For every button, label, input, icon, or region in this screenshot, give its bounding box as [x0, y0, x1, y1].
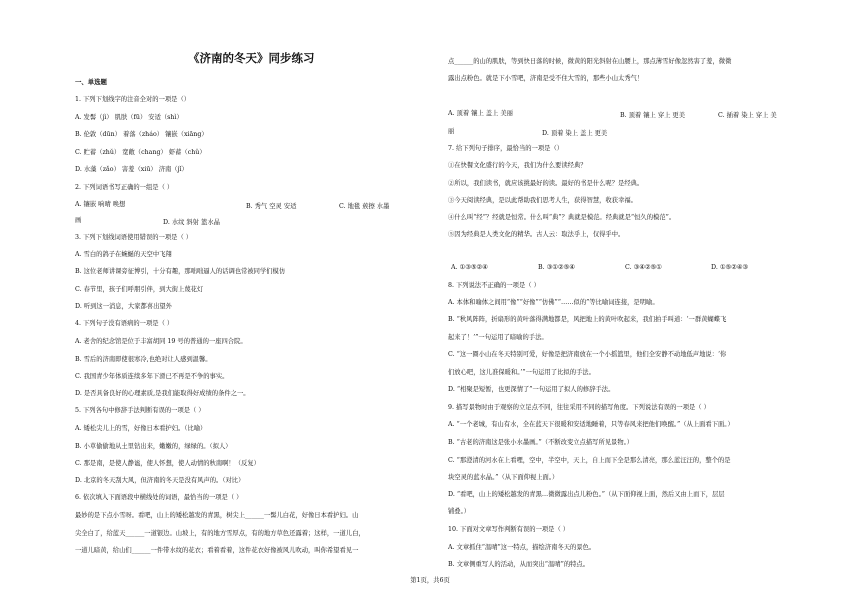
text-line: D. “相聚是短暂，也更深情了”一句运用了拟人的修辞手法。 [448, 386, 615, 393]
text-line: D. 北京的冬天刮大风，但济南的冬天是没有风声的。（对比） [75, 477, 245, 484]
answer-option: A. ①③⑤②④ [451, 264, 488, 271]
text-line: ③今天阅读经典，是以此帮助我们思考人生，获得智慧，收获幸福。 [448, 197, 637, 204]
text-line: A. 镶嵌 响晴 唤想 [75, 201, 126, 208]
text-line: C. “这一圈小山在冬天特别可爱，好像是把济南放在一个小摇篮里，他们全安静不动地低声地说：‘你 [448, 351, 727, 358]
text-line: 露出点粉色。就是下小雪吧，济南是受不住大雪的，那些小山太秀气！ [448, 75, 644, 82]
text-line: A. 雪白的鸽子在蜿蜒的天空中飞翔 [75, 251, 172, 258]
text-line: 4. 下列句子没有语病的一项是（ ） [75, 320, 174, 327]
text-line: 起来了！’”一句运用了暗喻的手法。 [448, 334, 548, 341]
text-line: B. “古老的济南这是张小水墨画。”（不断改变立点描写所见景物。） [448, 439, 634, 446]
text-line: ②所以，我们读书，就应该挑最好的读。最好的书是什么呢？是经典。 [448, 180, 644, 187]
answer-option: C. 插着 染上 穿上 美 [718, 112, 777, 119]
text-line: 们放心吧，这儿准保暖和。’”一句运用了比拟的手法。 [448, 369, 595, 376]
text-line: B. 文章侧重写人的活动，从而突出“温晴”的特点。 [448, 561, 590, 568]
text-line: 块空灵的蓝水晶。”（从下面仰视上面。） [448, 474, 559, 481]
text-line: B. “秋风阵阵，折扇形的黄叶落得满地都是，风把地上的黄叶吹起来，我们拍手叫道：‘一群黄蝴蝶飞 [448, 316, 727, 323]
text-line: 丽 [448, 128, 455, 135]
text-line: 8. 下列说法不正确的一项是（ ） [448, 282, 540, 289]
text-line: A. 顶着 镶上 盖上 美丽 [448, 110, 513, 117]
text-line: C. 我国青少年体质连续多年下滑已不再是不争的事实。 [75, 373, 229, 380]
text-line: D. 听到这一消息，大家都喜出望外 [75, 303, 172, 310]
page-footer: 第1页，共6页 [410, 577, 450, 584]
text-line: B. 这位老师讲课旁征博引，十分有趣，那咄咄逼人的话调也常被同学们模仿 [75, 268, 286, 275]
text-line: 最妙的是下点小雪呀。看吧，山上的矮松越发的青黑，树尖上______一髻儿白花，好像日本看护妇。山 [75, 512, 359, 519]
text-line: B. 伦敦（dūn） 着落（zháo） 镶嵌（xiāng） [75, 131, 208, 138]
answer-option: D. 水纹 斜射 篮水晶 [163, 219, 220, 226]
text-line: C. 贮蓄（zhǔ） 宽敞（chang） 虾蓄（chǔ） [75, 149, 206, 156]
text-line: A. “一个老城，有山有水，全在蓝天下很暖和安适地睡着，只等春风来把他们唤醒。”（从上面看下面。） [448, 421, 734, 428]
text-line: C. 春节里，孩子们呼朋引伴，到大街上蔑花灯 [75, 286, 204, 293]
answer-option: D. ①⑤②④③ [711, 264, 749, 271]
text-line: A. 文章抓住“温晴”这一特点，描绘济南冬天的景色。 [448, 544, 596, 551]
text-line: 点______的山的肌肤，等到快日落的时候，微黄的阳光斜射在山腰上，那点薄雪好像忽然害了羞，微微 [448, 58, 732, 65]
text-line: C. “那澄清的河水在上看哩，空中，半空中，天上，自上而下全是那么清亮，那么蓝汪汪的，整个的是 [448, 457, 731, 464]
text-line: 2. 下列词语书写正确的一组是（ ） [75, 184, 174, 191]
text-line: 一道儿暗黄，给山们______一件带水纹的花衣；看着看着，这件花衣好像被风儿吹动，叫你希望看见一 [75, 547, 359, 554]
text-line: A. 老舍的纪念馆是位于丰富胡同 19 号的普通的一座四合院。 [75, 338, 247, 345]
text-line: C. 那是南，是使人静谧，使人怀想，使人动情的秋南啊！（反复） [75, 460, 260, 467]
answer-option: B. 秀气 空灵 安适 [246, 203, 297, 210]
text-line: ④什么叫“经”？经就是恒常。什么叫“典”？典就是模范。经典就是“恒久的模范”。 [448, 214, 676, 221]
text-line: 3. 下列下划线词语使用错误的一项是（ ） [75, 234, 193, 241]
section-heading: 一、单选题 [75, 78, 107, 86]
text-line: 尖全白了，给蓝天______一道银边。山坡上，有的地方雪厚点，有的地方草色还露着；这样，一道儿白， [75, 530, 365, 537]
text-line: D. 水藻（zǎo） 害羞（xiū） 济南（jǐ） [75, 166, 188, 173]
text-line: 5. 下列各句中修辞手法判断有误的一项是（ ） [75, 407, 205, 414]
text-line: 6. 依次填入下面语段中横线处的词语，最恰当的一项是（ ） [75, 494, 243, 501]
text-line: B. 小草偷偷地从土里钻出来，嫩嫩的，绿绿的。（拟人） [75, 443, 232, 450]
text-line: ⑤因为经典是人类文化的精华。古人云：取法乎上，仅得乎中。 [448, 231, 625, 238]
text-line: A. 发髻（jì） 肌肤（fū） 安适（shì） [75, 114, 183, 121]
text-line: A. 矮松尖儿上的雪，好像日本看护妇。（比喻） [75, 425, 207, 432]
text-line: D. 是否具备良好的心理素质,是我们能取得好成绩的条件之一。 [75, 390, 250, 397]
text-line: 9. 描写景物时由于观察的立足点不同，往往采用不同的描写角度。下列说法有误的一项是（ ） [448, 404, 710, 411]
text-line: 7. 给下列句子排序，最恰当的一项是（） [448, 145, 564, 152]
text-line: 1. 下列下划线字的注音全对的一项是（） [75, 96, 191, 103]
text-line: A. 本体和喻体之间用“像”“好像”“仿佛”“……似的”等比喻词连接，是明喻。 [448, 299, 659, 306]
answer-option: C. ③④②⑤① [625, 264, 662, 271]
text-line: 10. 下面对文章写作判断有误的一项是（ ） [448, 526, 570, 533]
text-line: ①在快餐文化盛行的今天，我们为什么要读经典？ [448, 162, 587, 169]
answer-option: B. ③①②⑤④ [538, 264, 575, 271]
answer-option: B. 顶着 镶上 穿上 更美 [620, 112, 686, 119]
text-line: B. 雪后的济南即使很寒冷,也绝对让人感到温馨。 [75, 356, 212, 363]
text-line: 铺叠。） [448, 508, 471, 515]
answer-option: C. 地毯 蔟擦 水墨 [339, 203, 390, 210]
text-line: D. “看吧，山上的矮松越发的青黑…微微露出点儿粉色。”（从下面仰视上面，然后又由上而下，层层 [448, 491, 725, 498]
text-line: 画 [75, 217, 82, 224]
answer-option: D. 顶着 染上 盖上 更美 [542, 130, 608, 137]
document-title: 《济南的冬天》同步练习 [188, 51, 315, 65]
